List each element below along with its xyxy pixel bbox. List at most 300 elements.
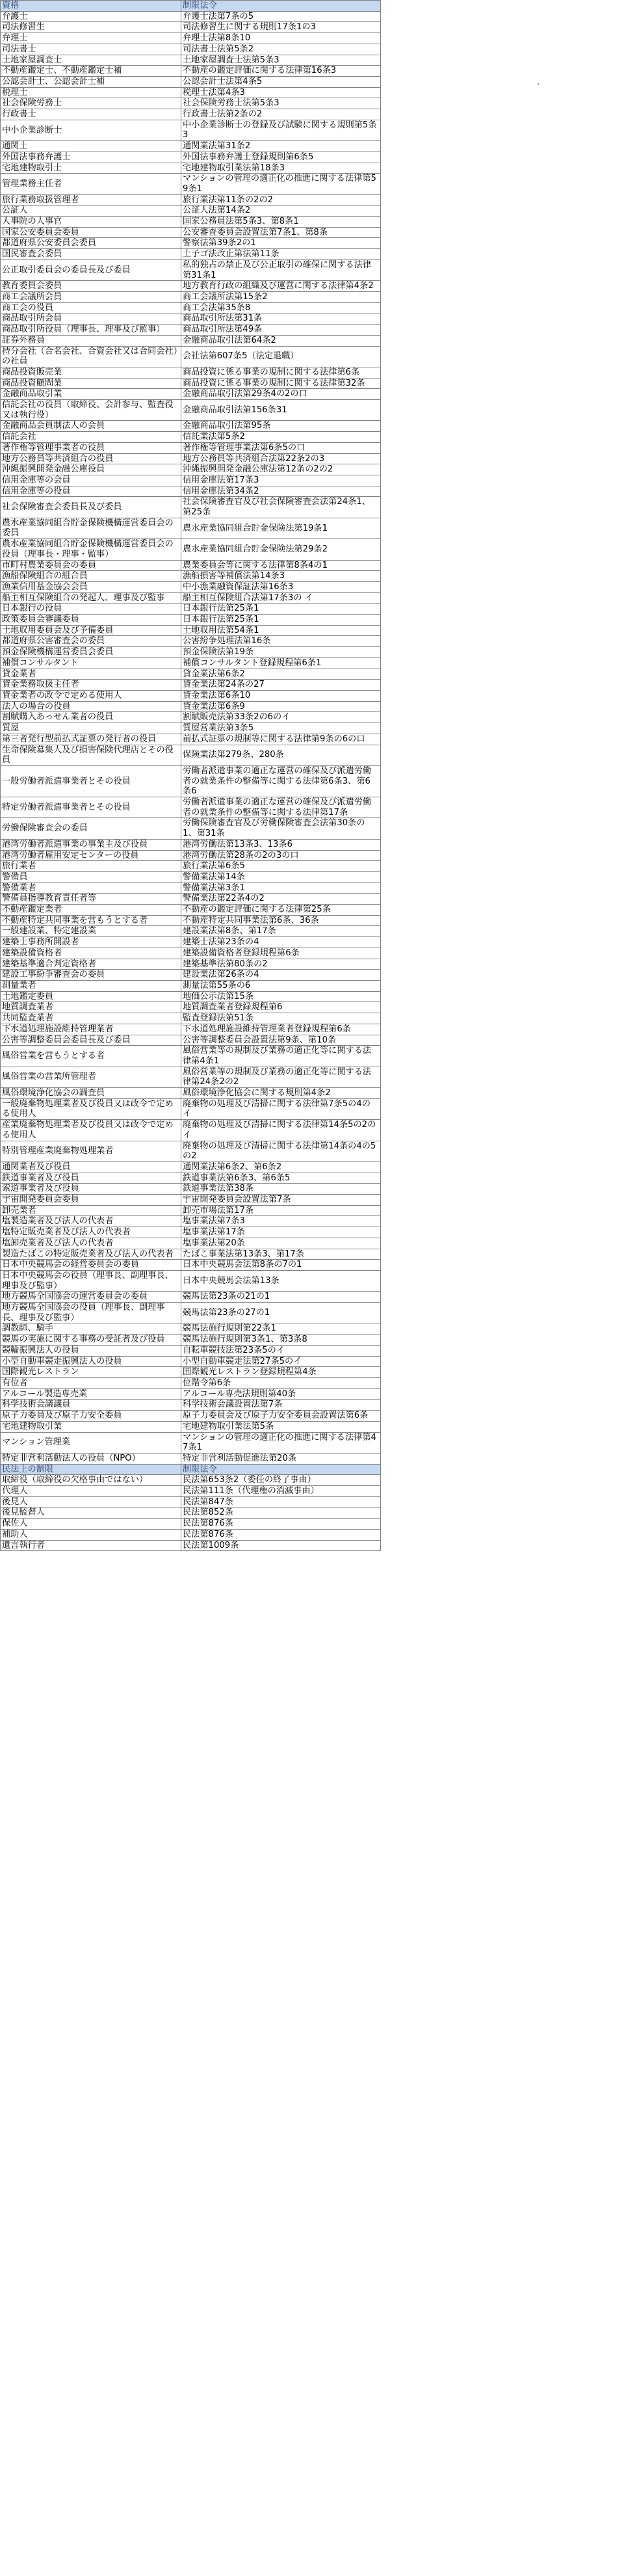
law-cell: 弁護士法第7条の5: [181, 11, 381, 22]
qualification-cell: 船主相互保険組合の発起人、理事及び監事: [1, 592, 181, 604]
table-row: [1, 604, 381, 615]
table-row: [1, 1238, 381, 1249]
table-row: [1, 249, 381, 260]
table-row: [1, 560, 381, 571]
table-row: [1, 87, 381, 98]
qualification-cell: 索道事業者及び役員: [1, 1184, 181, 1195]
law-cell: 塩事業法第7条3: [181, 1216, 381, 1227]
table-row: [1, 1475, 381, 1486]
table-row: [1, 1260, 381, 1271]
qualification-cell: 漁船保険組合の組合員: [1, 571, 181, 582]
law-cell: 労働者派遣事業の適正な運営の確保及び派遣労働者の就業条件の整備等に関する法律第17条: [181, 797, 381, 818]
table-row: [1, 883, 381, 894]
table-row: [1, 367, 381, 378]
table-row: [1, 1378, 381, 1389]
law-cell: 建設業法第26条の4: [181, 970, 381, 981]
law-cell: 宇宙開発委員会設置法第7条: [181, 1195, 381, 1206]
qualification-cell: 信託会社: [1, 432, 181, 443]
qualification-cell: マンション管理業: [1, 1432, 181, 1453]
table-row: [1, 152, 381, 163]
table-row: [1, 475, 381, 486]
qualification-cell: 商品取引所役員（理事長、理事及び監事）: [1, 325, 181, 336]
table-row: [1, 120, 381, 140]
law-cell: 公害等調整委員会設置法第9条、第10条: [181, 1035, 381, 1046]
table-row: [1, 571, 381, 582]
stray-dot: [538, 83, 539, 85]
table-row: [1, 1432, 381, 1453]
table-row: [1, 1162, 381, 1173]
qualification-cell: 宇宙開発委員会委員: [1, 1195, 181, 1206]
table-row: [1, 970, 381, 981]
qualification-cell: 有位者: [1, 1378, 181, 1389]
table-row: [1, 1303, 381, 1323]
table-row: [1, 745, 381, 765]
law-cell: 民法第111条（代理権の消滅事由）: [181, 1486, 381, 1497]
table-row: [1, 625, 381, 636]
law-cell: 預金保険法第19条: [181, 647, 381, 658]
law-cell: 民法第852条: [181, 1507, 381, 1519]
qualification-cell: 都道府県公害審査会の委員: [1, 636, 181, 647]
law-cell: 中小企業診断士の登録及び試験に関する規則第5条3: [181, 120, 381, 140]
qualification-cell: 地質調査業者: [1, 1002, 181, 1013]
civil-header-restriction: 民法上の制限: [1, 1464, 181, 1475]
law-cell: 塩事業法第20条: [181, 1238, 381, 1249]
law-cell: 日本銀行法第25条1: [181, 604, 381, 615]
law-cell: 国際観光レストラン登録規程第4条: [181, 1367, 381, 1378]
qualification-cell: 貸金業務取扱主任者: [1, 680, 181, 691]
qualification-cell: 信託会社の役員（取締役、会計参与、監査役又は執行役）: [1, 400, 181, 421]
law-cell: 著作権等管理事業法第6条5の口: [181, 442, 381, 453]
qualification-cell: 一般廃棄物処理業者及び役員又は政令で定める使用人: [1, 1098, 181, 1119]
table-row: [1, 1388, 381, 1400]
table-row: [1, 723, 381, 734]
table-row: [1, 734, 381, 745]
qualification-cell: 後見監督人: [1, 1507, 181, 1519]
law-cell: 建設業法第8条、第17条: [181, 926, 381, 937]
qualification-cell: 商品投資販売業: [1, 367, 181, 378]
qualification-cell: 風俗営業を営もうとする者: [1, 1046, 181, 1067]
table-row: [1, 259, 381, 280]
qualification-cell: 行政書士: [1, 109, 181, 120]
law-cell: 廃棄物の処理及び清掃に関する法律第7条5の4のイ: [181, 1098, 381, 1119]
table-row: [1, 926, 381, 937]
qualification-cell: 地方公務員等共済組合の役員: [1, 453, 181, 464]
law-cell: 土子ゴ法改止第法第11条: [181, 249, 381, 260]
qualification-cell: 法人の場合の役員: [1, 701, 181, 712]
qualification-cell: 後見人: [1, 1496, 181, 1507]
law-cell: 通関業法第31条2: [181, 141, 381, 152]
qualification-cell: 競馬の実施に関する事務の受託者及び役員: [1, 1334, 181, 1346]
qualification-cell: 商品投資顧問業: [1, 378, 181, 389]
restriction-sheet: [0, 0, 380, 1551]
law-cell: 金融商品取引法第64条2: [181, 335, 381, 346]
table-row: [1, 1270, 381, 1291]
table-row: [1, 1195, 381, 1206]
table-row: [1, 1184, 381, 1195]
qualification-cell: 遺言執行者: [1, 1540, 181, 1551]
qualification-cell: 旅行業者: [1, 861, 181, 872]
table-row: [1, 980, 381, 991]
table-row: [1, 453, 381, 464]
table-row: [1, 313, 381, 325]
header-qualification: 資格: [1, 1, 181, 12]
table-row: [1, 1323, 381, 1334]
table-row: [1, 1507, 381, 1519]
table-row: [1, 1367, 381, 1378]
qualification-cell: 国際観光レストラン: [1, 1367, 181, 1378]
law-cell: 商工会法第35条8: [181, 302, 381, 313]
law-cell: 前払式証票の規制等に関する法律第9条の6の口: [181, 734, 381, 745]
qualification-cell: 持分会社（合名会社、合資会社又は合同会社）の社員: [1, 346, 181, 367]
qualification-cell: 小型自動車競走振興法人の役員: [1, 1356, 181, 1367]
law-cell: 警察法第39条2の1: [181, 238, 381, 249]
table-row: [1, 400, 381, 421]
qualification-cell: 弁理士: [1, 33, 181, 44]
law-cell: 建築士法第23条の4: [181, 937, 381, 948]
law-cell: 不動産の鑑定評価に関する法律第16条3: [181, 66, 381, 77]
qualification-cell: 調教師、騎手: [1, 1323, 181, 1334]
qualification-cell: 日本中央競馬会の経営委員会の委員: [1, 1260, 181, 1271]
law-cell: 位階令第6条: [181, 1378, 381, 1389]
law-cell: 司法修習生に関する規則17条1の3: [181, 22, 381, 33]
table-row: [1, 765, 381, 797]
law-cell: 公認会計士法第4条5: [181, 76, 381, 87]
qualification-cell: 建築基準適合判定資格者: [1, 959, 181, 970]
law-cell: 商工会議所法第15条2: [181, 291, 381, 302]
qualification-cell: 生命保険募集人及び損害保険代理店とその役員: [1, 745, 181, 765]
law-cell: 地価公示法第15条: [181, 991, 381, 1002]
law-cell: 建築設備資格者登録規程第6条: [181, 948, 381, 959]
qualification-cell: 商工会の役員: [1, 302, 181, 313]
table-row: [1, 44, 381, 55]
law-cell: 私的独占の禁止及び公正取引の確保に関する法律第31条1: [181, 259, 381, 280]
law-cell: 農水産業協同組合貯金保険法第29条2: [181, 539, 381, 560]
qualification-cell: 一般労働者派遣事業者とその役員: [1, 765, 181, 797]
law-cell: 行政書士法第2条の2: [181, 109, 381, 120]
table-row: [1, 1519, 381, 1530]
qualification-cell: 一般建設業、特定建設業: [1, 926, 181, 937]
table-row: [1, 76, 381, 87]
qualification-cell: 市町村農業委員会の委員: [1, 560, 181, 571]
table-row: [1, 615, 381, 626]
law-cell: 税理士法第4条3: [181, 87, 381, 98]
law-cell: 社会保険審査官及び社会保険審査会法第24条1、第25条: [181, 497, 381, 518]
qualification-cell: 教育委員会委員: [1, 281, 181, 292]
table-row: [1, 1529, 381, 1540]
law-cell: 警備業法第3条1: [181, 883, 381, 894]
table-row: [1, 1400, 381, 1411]
table-row: [1, 991, 381, 1002]
table-row: [1, 1486, 381, 1497]
qualification-table: [0, 0, 381, 1551]
qualification-cell: 社会保険審査会委員長及び委員: [1, 497, 181, 518]
table-row: [1, 194, 381, 206]
qualification-cell: 警備員指導教育責任者等: [1, 894, 181, 905]
table-row: [1, 1098, 381, 1119]
table-row: [1, 1421, 381, 1432]
qualification-cell: 社会保険労務士: [1, 98, 181, 109]
law-cell: 弁理士法第8条10: [181, 33, 381, 44]
law-cell: 風俗営業等の規制及び業務の適正化等に関する法律第4条1: [181, 1046, 381, 1067]
table-row: [1, 346, 381, 367]
table-row: [1, 1540, 381, 1551]
law-cell: 信託業法第5条2: [181, 432, 381, 443]
table-row: [1, 486, 381, 497]
table-row: [1, 1067, 381, 1087]
law-cell: 科学技術会議設置法第7条: [181, 1400, 381, 1411]
qualification-cell: 通関業者及び役員: [1, 1162, 181, 1173]
law-cell: 日本銀行法第25条1: [181, 615, 381, 626]
table-row: [1, 33, 381, 44]
qualification-cell: 下水道処理施設維持管理業者: [1, 1024, 181, 1035]
qualification-cell: 管理業務主任者: [1, 174, 181, 194]
table-row: [1, 1334, 381, 1346]
qualification-cell: 国家公安委員会委員: [1, 227, 181, 238]
law-cell: 下水道処理施設維持管理業者登録規程第6条: [181, 1024, 381, 1035]
qualification-cell: 地方競馬全国協会の役員（理事長、副理事長、理事及び監事）: [1, 1303, 181, 1323]
table-row: [1, 1173, 381, 1184]
law-cell: 会社法第607条5（法定退職）: [181, 346, 381, 367]
qualification-cell: 労働保険審査会の委員: [1, 818, 181, 839]
qualification-cell: 不動産特定共同事業を営もうとする者: [1, 915, 181, 926]
table-row: [1, 421, 381, 432]
table-row: [1, 915, 381, 926]
law-cell: 建築基準法第80条の2: [181, 959, 381, 970]
qualification-cell: 風俗営業の営業所管理者: [1, 1067, 181, 1087]
law-cell: アルコール専売法規則第40条: [181, 1388, 381, 1400]
table-row: [1, 1453, 381, 1464]
law-cell: 公安審査委員会設置法第7条1、第8条: [181, 227, 381, 238]
qualification-cell: 漁業信用基金協会会員: [1, 581, 181, 592]
qualification-cell: 鉄道事業者及び役員: [1, 1173, 181, 1184]
law-cell: 塩事業法第17条: [181, 1227, 381, 1238]
qualification-cell: 貸金業者の政令で定める使用人: [1, 691, 181, 702]
header-law: 制限法令: [181, 1, 381, 12]
table-row: [1, 1002, 381, 1013]
law-cell: 競馬法施行規則第22条1: [181, 1323, 381, 1334]
civil-header-law: 制限法令: [181, 1464, 381, 1475]
table-row: [1, 1411, 381, 1422]
table-row: [1, 647, 381, 658]
law-cell: 公害紛争処理法第16条: [181, 636, 381, 647]
law-cell: 民法第653条2（委任の終了事由）: [181, 1475, 381, 1486]
qualification-cell: 卸売業者: [1, 1205, 181, 1216]
law-cell: 不動産特定共同事業法第6条、36条: [181, 915, 381, 926]
table-row: [1, 217, 381, 228]
qualification-cell: 港湾労働者派遣事業の事業主及び役員: [1, 839, 181, 850]
table-row: [1, 1120, 381, 1141]
civil-header-row: [1, 1464, 381, 1475]
table-row: [1, 1205, 381, 1216]
table-row: [1, 797, 381, 818]
table-row: [1, 98, 381, 109]
qualification-cell: 司法修習生: [1, 22, 181, 33]
qualification-cell: 保佐人: [1, 1519, 181, 1530]
law-cell: 貸金業法第6条2: [181, 669, 381, 680]
qualification-cell: 商品取引所会員: [1, 313, 181, 325]
table-header-row: [1, 1, 381, 12]
table-row: [1, 712, 381, 723]
qualification-cell: 建設工事紛争審査会の委員: [1, 970, 181, 981]
table-row: [1, 669, 381, 680]
law-cell: 地方公務員等共済組合法第22条2の3: [181, 453, 381, 464]
law-cell: 質屋営業法第3条5: [181, 723, 381, 734]
table-row: [1, 281, 381, 292]
qualification-cell: 公証人: [1, 206, 181, 217]
qualification-cell: 宅地建物取引士: [1, 163, 181, 174]
law-cell: 原子力委員会及び原子力安全委員会設置法第6条: [181, 1411, 381, 1422]
qualification-cell: アルコール製造専売業: [1, 1388, 181, 1400]
table-row: [1, 592, 381, 604]
table-row: [1, 948, 381, 959]
qualification-cell: 土地収用委員会及び予備委員: [1, 625, 181, 636]
law-cell: 卸売市場法第17条: [181, 1205, 381, 1216]
qualification-cell: 風俗環境浄化協会の調査員: [1, 1088, 181, 1099]
law-cell: 労働保険審査官及び労働保険審査会法第30条の1、第31条: [181, 818, 381, 839]
qualification-cell: 公認会計士、公認会計士補: [1, 76, 181, 87]
table-row: [1, 227, 381, 238]
table-row: [1, 389, 381, 400]
qualification-cell: 代理人: [1, 1486, 181, 1497]
qualification-cell: 沖縄振興開発金融公庫役員: [1, 464, 181, 475]
qualification-cell: 中小企業診断士: [1, 120, 181, 140]
qualification-cell: 補償コンサルタント: [1, 657, 181, 669]
table-row: [1, 937, 381, 948]
law-cell: 地方教育行政の組織及び運営に関する法律第4条2: [181, 281, 381, 292]
qualification-cell: 通関士: [1, 141, 181, 152]
qualification-cell: 旅行業務取扱管理者: [1, 194, 181, 206]
law-cell: 貸金業法第24条の27: [181, 680, 381, 691]
law-cell: 測量法第55条の6: [181, 980, 381, 991]
table-row: [1, 839, 381, 850]
qualification-cell: 警備業者: [1, 883, 181, 894]
qualification-cell: 取締役（取締役の欠格事由ではない）: [1, 1475, 181, 1486]
qualification-cell: 塩卸売業者及び法人の代表者: [1, 1238, 181, 1249]
qualification-cell: 第三者発行型前払式証票の発行者の役員: [1, 734, 181, 745]
qualification-cell: 日本中央競馬会の役員（理事長、副理事長、理事及び監事）: [1, 1270, 181, 1291]
table-row: [1, 497, 381, 518]
law-cell: 自転車競技法第23条5のイ: [181, 1345, 381, 1356]
table-row: [1, 325, 381, 336]
qualification-cell: 著作権等管理事業者の役員: [1, 442, 181, 453]
law-cell: マンションの管理の適正化の推進に関する法律第47条1: [181, 1432, 381, 1453]
table-row: [1, 1141, 381, 1162]
table-row: [1, 11, 381, 22]
table-row: [1, 959, 381, 970]
table-body: [1, 11, 381, 1464]
qualification-cell: 人事院の人事官: [1, 217, 181, 228]
law-cell: 信用金庫法第17条3: [181, 475, 381, 486]
table-row: [1, 871, 381, 883]
law-cell: 鉄道事業法第6条3、第6条5: [181, 1173, 381, 1184]
law-cell: 廃棄物の処理及び清掃に関する法律第14条の4の5の2: [181, 1141, 381, 1162]
table-row: [1, 1046, 381, 1067]
qualification-cell: 金融商品取引業: [1, 389, 181, 400]
table-row: [1, 539, 381, 560]
qualification-cell: 特別管理産業廃棄物処理業者: [1, 1141, 181, 1162]
qualification-cell: 預金保険機構運営委員会委員: [1, 647, 181, 658]
law-cell: 貸金業法第6条9: [181, 701, 381, 712]
qualification-cell: 税理士: [1, 87, 181, 98]
qualification-cell: 補助人: [1, 1529, 181, 1540]
qualification-cell: 司法書士: [1, 44, 181, 55]
law-cell: 保険業法第279条、280条: [181, 745, 381, 765]
law-cell: 民法第876条: [181, 1529, 381, 1540]
table-row: [1, 141, 381, 152]
qualification-cell: 不動産鑑定士、不動産鑑定士補: [1, 66, 181, 77]
qualification-cell: 警備員: [1, 871, 181, 883]
law-cell: 商品取引所法第31条: [181, 313, 381, 325]
law-cell: 国家公務員法第5条3、第8条1: [181, 217, 381, 228]
qualification-cell: 信用金庫等の役員: [1, 486, 181, 497]
qualification-cell: 建築設備資格者: [1, 948, 181, 959]
table-row: [1, 22, 381, 33]
table-row: [1, 905, 381, 916]
law-cell: 労働者派遣事業の適正な運営の確保及び派遣労働者の就業条件の整備等に関する法律第6条3、第6条6: [181, 765, 381, 797]
table-row: [1, 238, 381, 249]
law-cell: 特定非営利活動促進法第20条: [181, 1453, 381, 1464]
law-cell: 警備業法第22条4の2: [181, 894, 381, 905]
law-cell: 司法書士法第5条2: [181, 44, 381, 55]
qualification-cell: 外国法事務弁護士: [1, 152, 181, 163]
table-row: [1, 291, 381, 302]
law-cell: 土地収用法第54条1: [181, 625, 381, 636]
law-cell: 商品投資に係る事業の規制に関する法律第32条: [181, 378, 381, 389]
qualification-cell: 質屋: [1, 723, 181, 734]
table-row: [1, 894, 381, 905]
table-row: [1, 1035, 381, 1046]
law-cell: 商品取引所法第49条: [181, 325, 381, 336]
qualification-cell: 特定非営利活動法人の役員（NPO）: [1, 1453, 181, 1464]
law-cell: 競馬法第23条の21の1: [181, 1292, 381, 1303]
law-cell: 貸金業法第6条10: [181, 691, 381, 702]
table-row: [1, 335, 381, 346]
table-row: [1, 691, 381, 702]
law-cell: 競馬法施行規則第3条1、第3条8: [181, 1334, 381, 1346]
table-row: [1, 1216, 381, 1227]
law-cell: 宅地建物取引業法第18条3: [181, 163, 381, 174]
law-cell: 通関業法第6条2、第6条2: [181, 1162, 381, 1173]
table-row: [1, 657, 381, 669]
qualification-cell: 土地家屋調査士: [1, 55, 181, 66]
table-row: [1, 680, 381, 691]
table-row: [1, 818, 381, 839]
qualification-cell: 政策委員会審議委員: [1, 615, 181, 626]
table-row: [1, 1356, 381, 1367]
table-row: [1, 464, 381, 475]
law-cell: 廃棄物の処理及び清掃に関する法律第14条5の2のイ: [181, 1120, 381, 1141]
law-cell: マンションの管理の適正化の推進に関する法律第59条1: [181, 174, 381, 194]
table-row: [1, 1249, 381, 1260]
law-cell: 風俗環境浄化協会に関する規則第4条2: [181, 1088, 381, 1099]
law-cell: 日本中央競馬会法第13条: [181, 1270, 381, 1291]
table-row: [1, 1227, 381, 1238]
law-cell: 港湾労働法第13条3、13条6: [181, 839, 381, 850]
qualification-cell: 農水産業協同組合貯金保険機構運営委員会の委員: [1, 518, 181, 538]
qualification-cell: 割賦購入あっせん業者の役員: [1, 712, 181, 723]
table-row: [1, 1024, 381, 1035]
qualification-cell: 商工会議所会員: [1, 291, 181, 302]
qualification-cell: 競輪振興法人の役員: [1, 1345, 181, 1356]
table-row: [1, 1292, 381, 1303]
table-row: [1, 701, 381, 712]
law-cell: 鉄道事業法第38条: [181, 1184, 381, 1195]
table-row: [1, 442, 381, 453]
qualification-cell: 共同監査業者: [1, 1013, 181, 1024]
table-row: [1, 1088, 381, 1099]
law-cell: 商品投資に係る事業の規制に関する法律第6条: [181, 367, 381, 378]
law-cell: 民法第1009条: [181, 1540, 381, 1551]
